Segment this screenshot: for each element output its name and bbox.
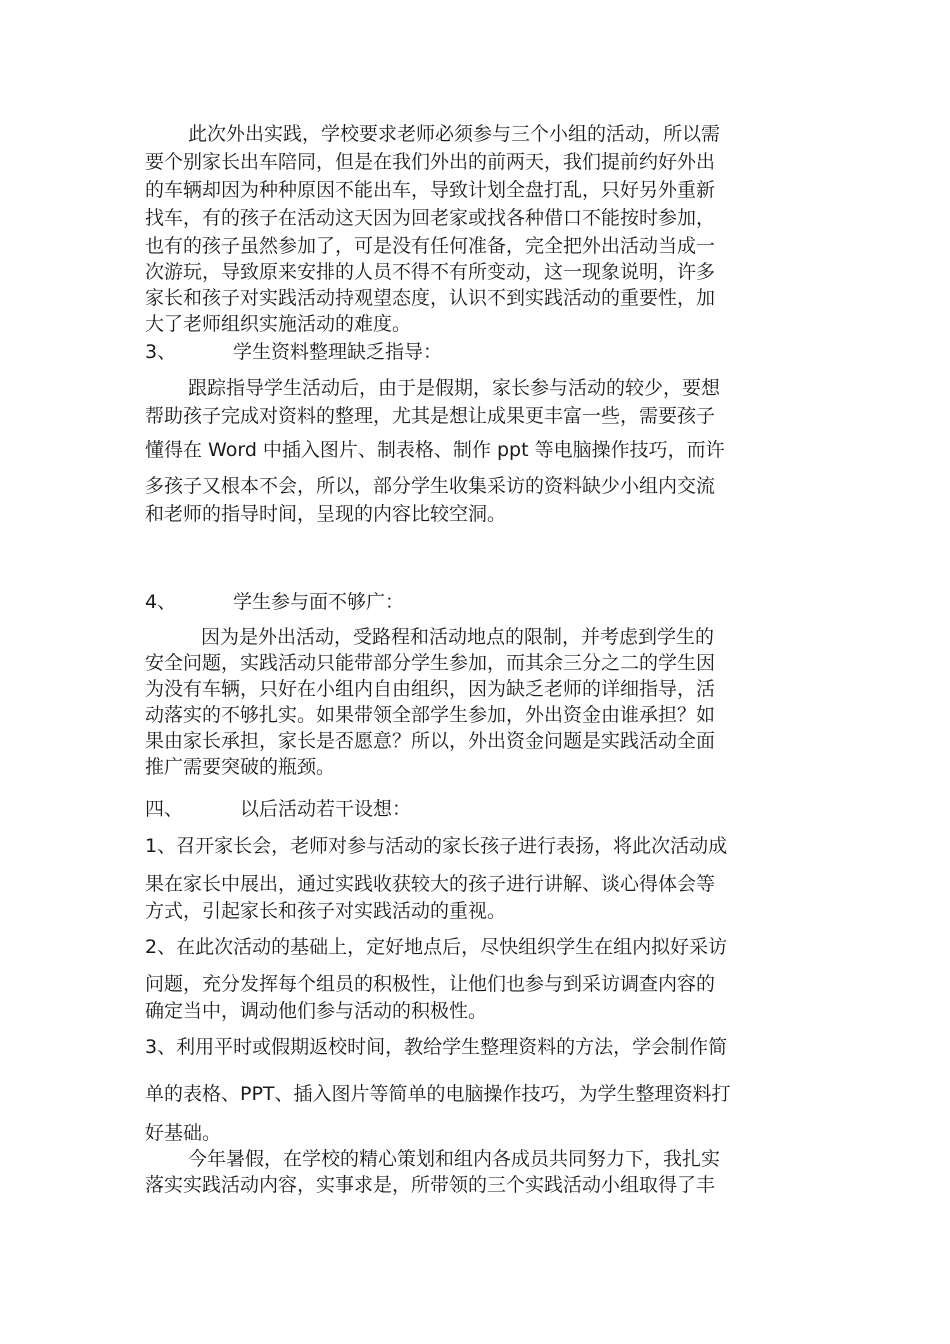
paragraph-line: 为没有车辆，只好在小组内自由组织，因为缺乏老师的详细指导，活 [145,678,716,700]
section-number: 四、 [145,798,184,820]
paragraph-line: 帮助孩子完成对资料的整理，尤其是想让成果更丰富一些，需要孩子 [145,405,716,427]
idea-line: 确定当中，调动他们参与活动的积极性。 [145,1000,488,1022]
paragraph-line: 和老师的指导时间，呈现的内容比较空洞。 [145,503,507,525]
section-title: 以后活动若干设想： [240,798,412,820]
paragraph-line: 找车，有的孩子在活动这天因为回老家或找各种借口不能按时参加， [145,207,716,229]
section-number: 3、 [145,341,177,363]
idea-line: 好基础。 [145,1122,222,1144]
paragraph-line: 也有的孩子虽然参加了，可是没有任何准备，完全把外出活动当成一 [145,235,716,257]
idea-line: 3、利用平时或假期返校时间，教给学生整理资料的方法，学会制作简 [145,1036,728,1058]
paragraph-line: 跟踪指导学生活动后，由于是假期，家长参与活动的较少，要想 [188,377,721,399]
paragraph-line: 落实实践活动内容，实事求是，所带领的三个实践活动小组取得了丰 [145,1174,716,1196]
paragraph-line: 安全问题，实践活动只能带部分学生参加，而其余三分之二的学生因 [145,652,716,674]
idea-line: 单的表格、PPT、插入图片等简单的电脑操作技巧，为学生整理资料打 [145,1083,731,1105]
idea-line: 问题，充分发挥每个组员的积极性，让他们也参与到采访调查内容的 [145,973,716,995]
paragraph-line: 此次外出实践，学校要求老师必须参与三个小组的活动，所以需 [188,123,721,145]
paragraph-line: 多孩子又根本不会，所以，部分学生收集采访的资料缺少小组内交流 [145,475,716,497]
paragraph-line: 的车辆却因为种种原因不能出车，导致计划全盘打乱，只好另外重新 [145,179,716,201]
paragraph-line: 懂得在 Word 中插入图片、制表格、制作 ppt 等电脑操作技巧，而许 [145,439,725,461]
section-number: 4、 [145,591,177,613]
idea-line: 2、在此次活动的基础上，定好地点后，尽快组织学生在组内拟好采访 [145,936,728,958]
paragraph-line: 因为是外出活动，受路程和活动地点的限制，并考虑到学生的 [201,626,715,648]
idea-line: 果在家长中展出，通过实践收获较大的孩子进行讲解、谈心得体会等 [145,873,716,895]
paragraph-line: 要个别家长出车陪同，但是在我们外出的前两天，我们提前约好外出 [145,151,716,173]
paragraph-line: 大了老师组织实施活动的难度。 [145,313,412,335]
idea-line: 方式，引起家长和孩子对实践活动的重视。 [145,900,507,922]
paragraph-line: 推广需要突破的瓶颈。 [145,756,336,778]
idea-line: 1、召开家长会，老师对参与活动的家长孩子进行表扬，将此次活动成 [145,835,728,857]
paragraph-line: 次游玩，导致原来安排的人员不得不有所变动，这一现象说明，许多 [145,261,716,283]
paragraph-line: 家长和孩子对实践活动持观望态度，认识不到实践活动的重要性，加 [145,287,716,309]
paragraph-line: 果由家长承担，家长是否愿意？所以，外出资金问题是实践活动全面 [145,730,716,752]
section-title: 学生参与面不够广： [233,591,405,613]
paragraph-line: 动落实的不够扎实。如果带领全部学生参加，外出资金由谁承担？如 [145,704,716,726]
paragraph-line: 今年暑假，在学校的精心策划和组内各成员共同努力下，我扎实 [188,1148,721,1170]
section-title: 学生资料整理缺乏指导： [233,341,443,363]
